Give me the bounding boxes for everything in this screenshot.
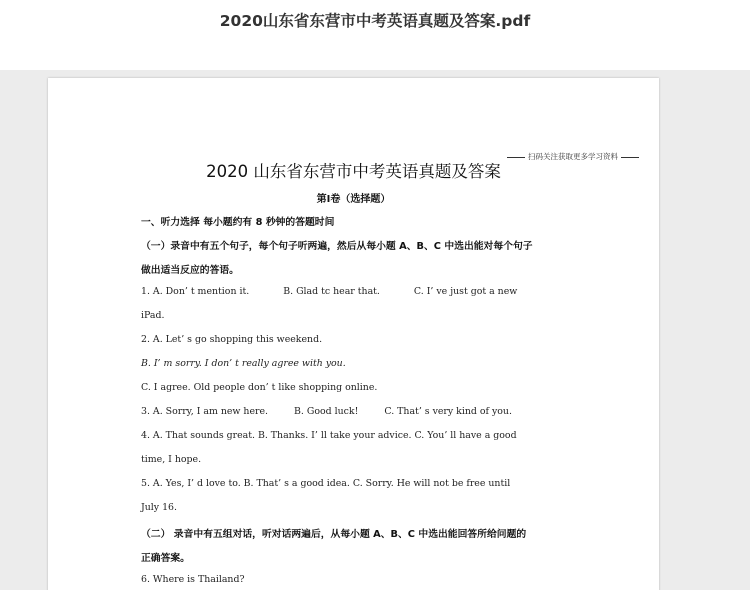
q2-option-a: 2. A. Let’ s go shopping this weekend. [141,334,323,345]
q3-option-a: 3. A. Sorry, I am new here. [141,406,269,417]
question-6: 6. Where is Thailand? [141,574,245,585]
file-title: 2020山东省东营市中考英语真题及答案.pdf [219,12,531,30]
q1-continuation: iPad. [141,310,165,321]
sub-instruction-2-line-1: （二） 录音中有五组对话，听对话两遍后，从每小题 A、B、C 中选出能回答所给问题的 [141,529,527,540]
sub-instruction-2-line-2: 正确答案。 [141,553,190,564]
watermark-text: 扫码关注获取更多学习资料 [528,152,618,161]
q3-option-c: C. That’ s very kind of you. [384,406,512,417]
document-title: 2020 山东省东营市中考英语真题及答案 [206,162,501,181]
q2-option-c: C. I agree. Old people don’ t like shopping online. [141,382,378,393]
q3-option-b: B. Good luck! [294,406,359,417]
q2-option-b: B. I’ m sorry. I don’ t really agree with you. [141,358,346,369]
q5-line-2: July 16. [141,502,177,513]
part-heading: 一、听力选择 每小题约有 8 秒钟的答题时间 [141,217,335,228]
section-label: 第Ⅰ卷（选择题） [316,194,391,205]
document-viewer[interactable] [0,70,750,590]
viewer-header [0,0,750,70]
q4-line-2: time, I hope. [141,454,202,465]
question-3 [141,406,512,417]
q1-option-a: 1. A. Don’ t mention it. [141,286,250,297]
sub-instruction-1-line-2: 做出适当反应的答语。 [141,265,239,276]
q1-option-b: B. Glad tc hear that. [283,286,380,297]
q4-line-1: 4. A. That sounds great. B. Thanks. I’ ll take your advice. C. You’ ll have a good [141,430,517,441]
sub-instruction-1-line-1: （一）录音中有五个句子，每个句子听两遍，然后从每小题 A、B、C 中选出能对每个句子 [141,241,533,252]
pdf-page [48,78,659,590]
q5-line-1: 5. A. Yes, I’ d love to. B. That’ s a good idea. C. Sorry. He will not be free until [141,478,511,489]
q1-option-c: C. I’ ve just got a new [413,286,518,297]
question-1 [141,286,517,297]
